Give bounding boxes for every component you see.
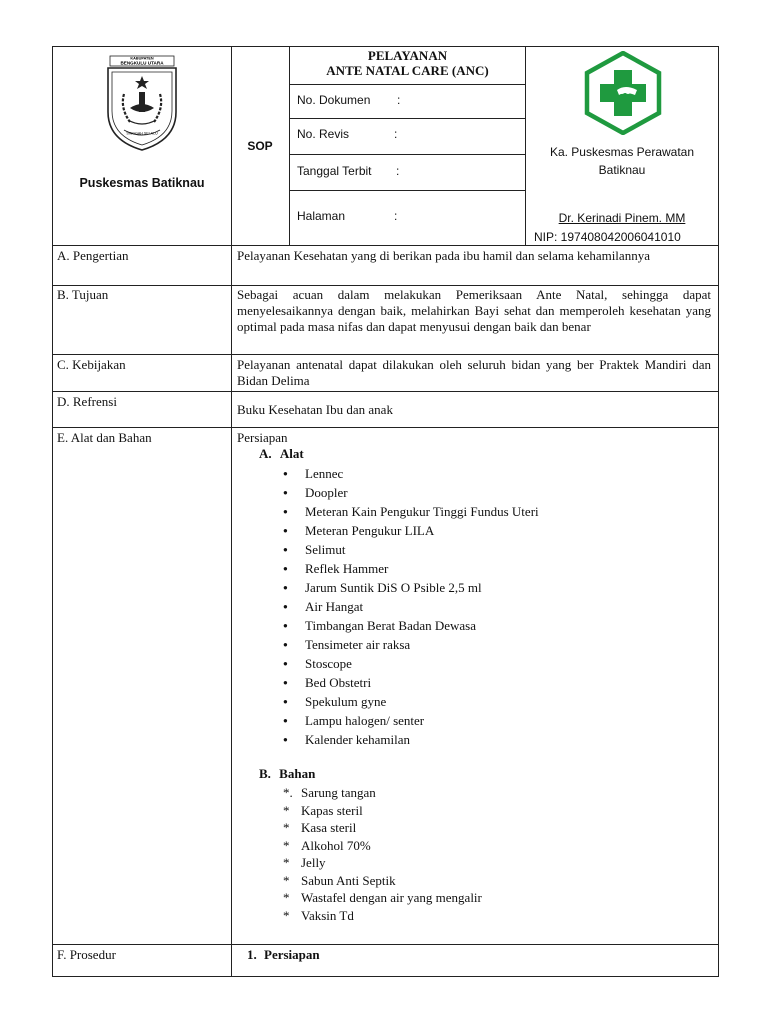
list-item-text: Sarung tangan <box>301 785 376 800</box>
list-item: ● Air Hangat <box>281 597 539 616</box>
column-divider <box>231 46 232 977</box>
field-label: No. Revis <box>297 127 350 141</box>
alat-heading-number: A. <box>259 446 272 461</box>
alat-list <box>281 464 539 749</box>
prosedur-step <box>247 947 320 963</box>
list-item: ● Lampu halogen/ senter <box>281 711 539 730</box>
alat-intro: Persiapan <box>237 430 288 445</box>
bahan-heading <box>259 766 315 782</box>
list-item: ● Doopler <box>281 483 539 502</box>
list-item: ● Meteran Kain Pengukur Tinggi Fundus Uteri <box>281 502 539 521</box>
list-item: ● Tensimeter air raksa <box>281 635 539 654</box>
list-marker: * <box>283 820 290 835</box>
row-text-tujuan: Sebagai acuan dalam melakukan Pemeriksaan Ante Natal, sehingga dapat menyelesaikannya dengan baik, melahirkan Bayi sehat dan memperoleh kesehatan yang optimal pada masa nifas dan dapat menyusui dengan baik dan benar <box>237 287 711 334</box>
table-border-bottom <box>52 976 719 977</box>
title-line-2: ANTE NATAL CARE (ANC) <box>326 63 489 78</box>
row-divider <box>52 944 719 945</box>
bahan-heading-text: Bahan <box>279 766 316 781</box>
field-label: Halaman <box>297 209 346 223</box>
alat-heading <box>259 446 304 462</box>
row-divider <box>52 427 719 428</box>
list-marker: * <box>283 802 290 818</box>
field-separator: : <box>394 209 398 223</box>
list-item-text: Jelly <box>301 855 326 870</box>
row-label-refrensi: D. Refrensi <box>57 394 117 409</box>
list-item-text: Sabun Anti Septik <box>301 872 396 888</box>
title-line-1: PELAYANAN <box>367 48 448 63</box>
table-border-top <box>52 46 719 47</box>
field-separator: : <box>397 93 401 107</box>
bahan-heading-number: B. <box>259 766 271 781</box>
row-divider <box>52 354 719 355</box>
list-item: ● Kalender kehamilan <box>281 730 539 749</box>
list-item-text: Vaksin Td <box>301 907 354 923</box>
list-item: ● Bed Obstetri <box>281 673 539 692</box>
header-field-divider <box>289 84 525 85</box>
row-label-prosedur: F. Prosedur <box>57 947 116 962</box>
list-item <box>283 802 482 820</box>
ka-puskesmas-nip: NIP: 197408042006041010 <box>534 230 681 244</box>
field-separator: : <box>394 127 398 141</box>
list-item-text: Kapas steril <box>301 802 363 818</box>
list-item <box>283 872 482 890</box>
ka-puskesmas-title: Ka. Puskesmas Perawatan Batiknau <box>549 145 695 177</box>
row-text-pengertian: Pelayanan Kesehatan yang di berikan pada ibu hamil dan selama kehamilannya <box>237 248 650 263</box>
list-item <box>283 854 482 872</box>
row-divider <box>52 245 719 246</box>
list-item-text: Wastafel dengan air yang mengalir <box>301 890 482 905</box>
list-item-text: Kasa steril <box>301 820 357 835</box>
list-marker: * <box>283 890 290 905</box>
list-item: ● Lennec <box>281 464 539 483</box>
list-item: ● Meteran Pengukur LILA <box>281 521 539 540</box>
puskesmas-name: Puskesmas Batiknau <box>79 176 205 190</box>
document-title <box>290 48 525 78</box>
field-label: Tanggal Terbit <box>297 164 372 178</box>
table-border-right <box>718 46 719 977</box>
regional-emblem-logo <box>98 50 186 154</box>
list-item <box>283 819 482 837</box>
puskesmas-logo <box>583 51 663 135</box>
field-tanggal-terbit <box>297 164 400 178</box>
list-item <box>283 837 482 855</box>
logo-text-region: BENGKULU UTARA <box>120 60 164 66</box>
header-field-divider <box>289 154 525 155</box>
logo-text-top: KABUPATEN <box>130 56 154 61</box>
list-marker: * <box>283 855 290 870</box>
list-marker: * <box>283 837 290 853</box>
field-separator: : <box>396 164 400 178</box>
field-label: No. Dokumen <box>297 93 371 107</box>
field-halaman <box>297 209 398 223</box>
list-marker: * <box>283 872 290 888</box>
header-field-divider <box>289 190 525 191</box>
list-item: ● Jarum Suntik DiS O Psible 2,5 ml <box>281 578 539 597</box>
logo-text-motto: SINGGAH SELALU <box>126 131 158 136</box>
step-text: Persiapan <box>264 947 320 962</box>
row-divider <box>52 391 719 392</box>
field-no-revisi <box>297 127 398 141</box>
list-item: ● Stoscope <box>281 654 539 673</box>
list-item: ● Timbangan Berat Badan Dewasa <box>281 616 539 635</box>
step-number: 1. <box>247 947 257 962</box>
list-item-text: Alkohol 70% <box>301 837 371 853</box>
list-item <box>283 907 482 925</box>
alat-heading-text: Alat <box>279 446 304 461</box>
row-label-tujuan: B. Tujuan <box>57 287 109 302</box>
list-item: ● Selimut <box>281 540 539 559</box>
row-text-kebijakan: Pelayanan antenatal dapat dilakukan oleh seluruh bidan yang ber Praktek Mandiri dan Bidan Delima <box>237 357 711 388</box>
list-marker: *. <box>283 785 293 800</box>
list-item <box>283 889 482 907</box>
row-label-pengertian: A. Pengertian <box>57 248 129 263</box>
row-label-alat-bahan: E. Alat dan Bahan <box>57 430 152 445</box>
ka-puskesmas-name: Dr. Kerinadi Pinem. MM <box>558 211 686 225</box>
list-item <box>283 784 482 802</box>
sop-label: SOP <box>247 139 273 153</box>
field-no-dokumen <box>297 93 401 107</box>
row-label-kebijakan: C. Kebijakan <box>57 357 126 372</box>
row-text-refrensi: Buku Kesehatan Ibu dan anak <box>237 402 393 417</box>
list-marker: * <box>283 907 290 923</box>
row-divider <box>52 285 719 286</box>
list-item: ● Reflek Hammer <box>281 559 539 578</box>
bahan-list <box>283 784 482 924</box>
header-field-divider <box>289 118 525 119</box>
list-item: ● Spekulum gyne <box>281 692 539 711</box>
